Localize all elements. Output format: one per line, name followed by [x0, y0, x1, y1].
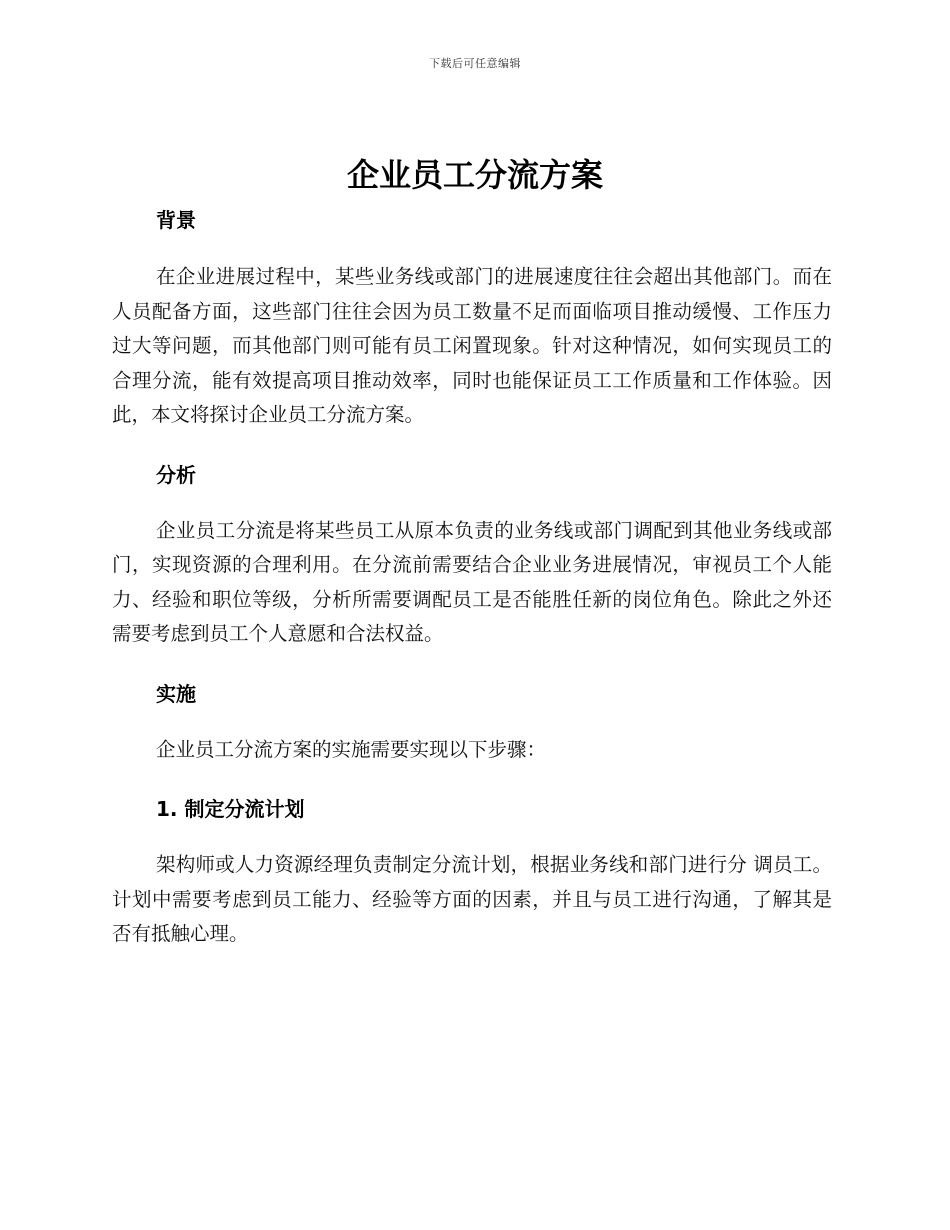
document-title: 企业员工分流方案	[346, 156, 603, 194]
paragraph-step-1: 架构师或人力资源经理负责制定分流计划，根据业务线和部门进行分 调员工。计划中需要考虑到员工能力、经验等方面的因素，并且与员工进行沟通，了解其是否有抵触心理。	[112, 853, 832, 945]
section-heading-step-1: 1. 制定分流计划	[156, 797, 305, 821]
paragraph-background: 在企业进展过程中，某些业务线或部门的进展速度往往会超出其他部门。而在人员配备方面，这些部门往往会因为员工数量不足而面临项目推动缓慢、工作压力过大等问题，而其他部门则可能有员工闲置现象。针对这种情况，如何实现员工的合理分流，能有效提高项目推动效率，同时也能保证员工工作质量和工作体验。因此，本文将探讨企业员工分流方案。	[112, 265, 832, 426]
paragraph-implementation: 企业员工分流方案的实施需要实现以下步骤：	[156, 737, 547, 761]
document-body	[112, 200, 832, 952]
section-heading-implementation: 实施	[156, 681, 196, 706]
header-note: 下载后可任意编辑	[429, 57, 521, 70]
section-heading-background: 背景	[156, 208, 196, 232]
section-heading-analysis: 分析	[156, 462, 196, 487]
paragraph-analysis: 企业员工分流是将某些员工从原本负责的业务线或部门调配到其他业务线或部门，实现资源的合理利用。在分流前需要结合企业业务进展情况，审视员工个人能力、经验和职位等级，分析所需要调配员工是否能胜任新的岗位角色。除此之外还需要考虑到员工个人意愿和合法权益。	[112, 518, 832, 645]
